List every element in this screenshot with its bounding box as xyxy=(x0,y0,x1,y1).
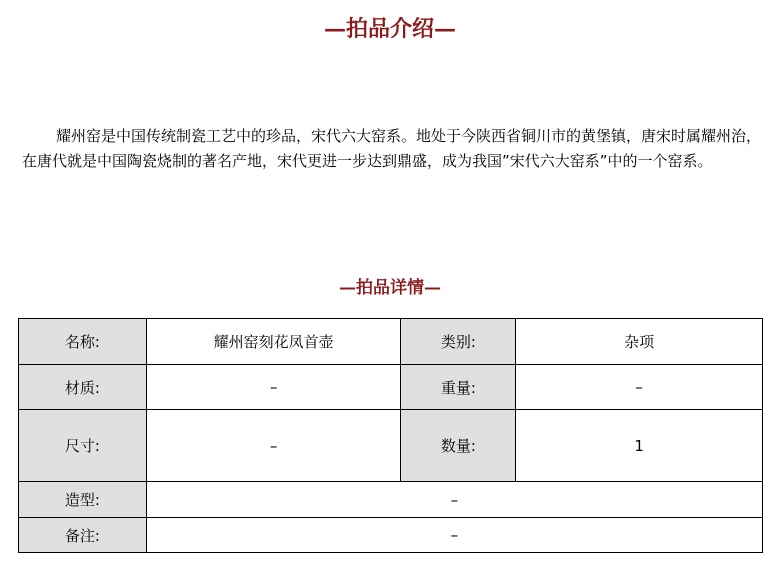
material-value: – xyxy=(146,365,401,410)
quantity-value: 1 xyxy=(516,410,763,482)
name-label: 名称: xyxy=(19,319,147,365)
page-title: —拍品介绍— xyxy=(323,16,456,42)
details-table xyxy=(18,318,763,553)
material-label: 材质: xyxy=(19,365,147,410)
name-value: 耀州窑刻花凤首壶 xyxy=(146,319,401,365)
intro-paragraph: 耀州窑是中国传统制瓷工艺中的珍品，宋代六大窑系。地处于今陕西省铜川市的黄堡镇，唐宋时属耀州治，在唐代就是中国陶瓷烧制的著名产地，宋代更进一步达到鼎盛，成为我国”宋代六大窑系”中的一个窑系。 xyxy=(22,127,762,170)
table-row xyxy=(19,410,763,482)
size-value: – xyxy=(146,410,401,482)
details-section-title: —拍品详情— xyxy=(339,278,441,298)
note-value: – xyxy=(146,518,762,553)
table-row xyxy=(19,319,763,365)
category-label: 类别: xyxy=(401,319,516,365)
size-label: 尺寸: xyxy=(19,410,147,482)
table-row xyxy=(19,482,763,518)
shape-value: – xyxy=(146,482,762,518)
table-row xyxy=(19,518,763,553)
shape-label: 造型: xyxy=(19,482,147,518)
weight-value: – xyxy=(516,365,763,410)
category-value: 杂项 xyxy=(516,319,763,365)
note-label: 备注: xyxy=(19,518,147,553)
quantity-label: 数量: xyxy=(401,410,516,482)
weight-label: 重量: xyxy=(401,365,516,410)
table-row xyxy=(19,365,763,410)
